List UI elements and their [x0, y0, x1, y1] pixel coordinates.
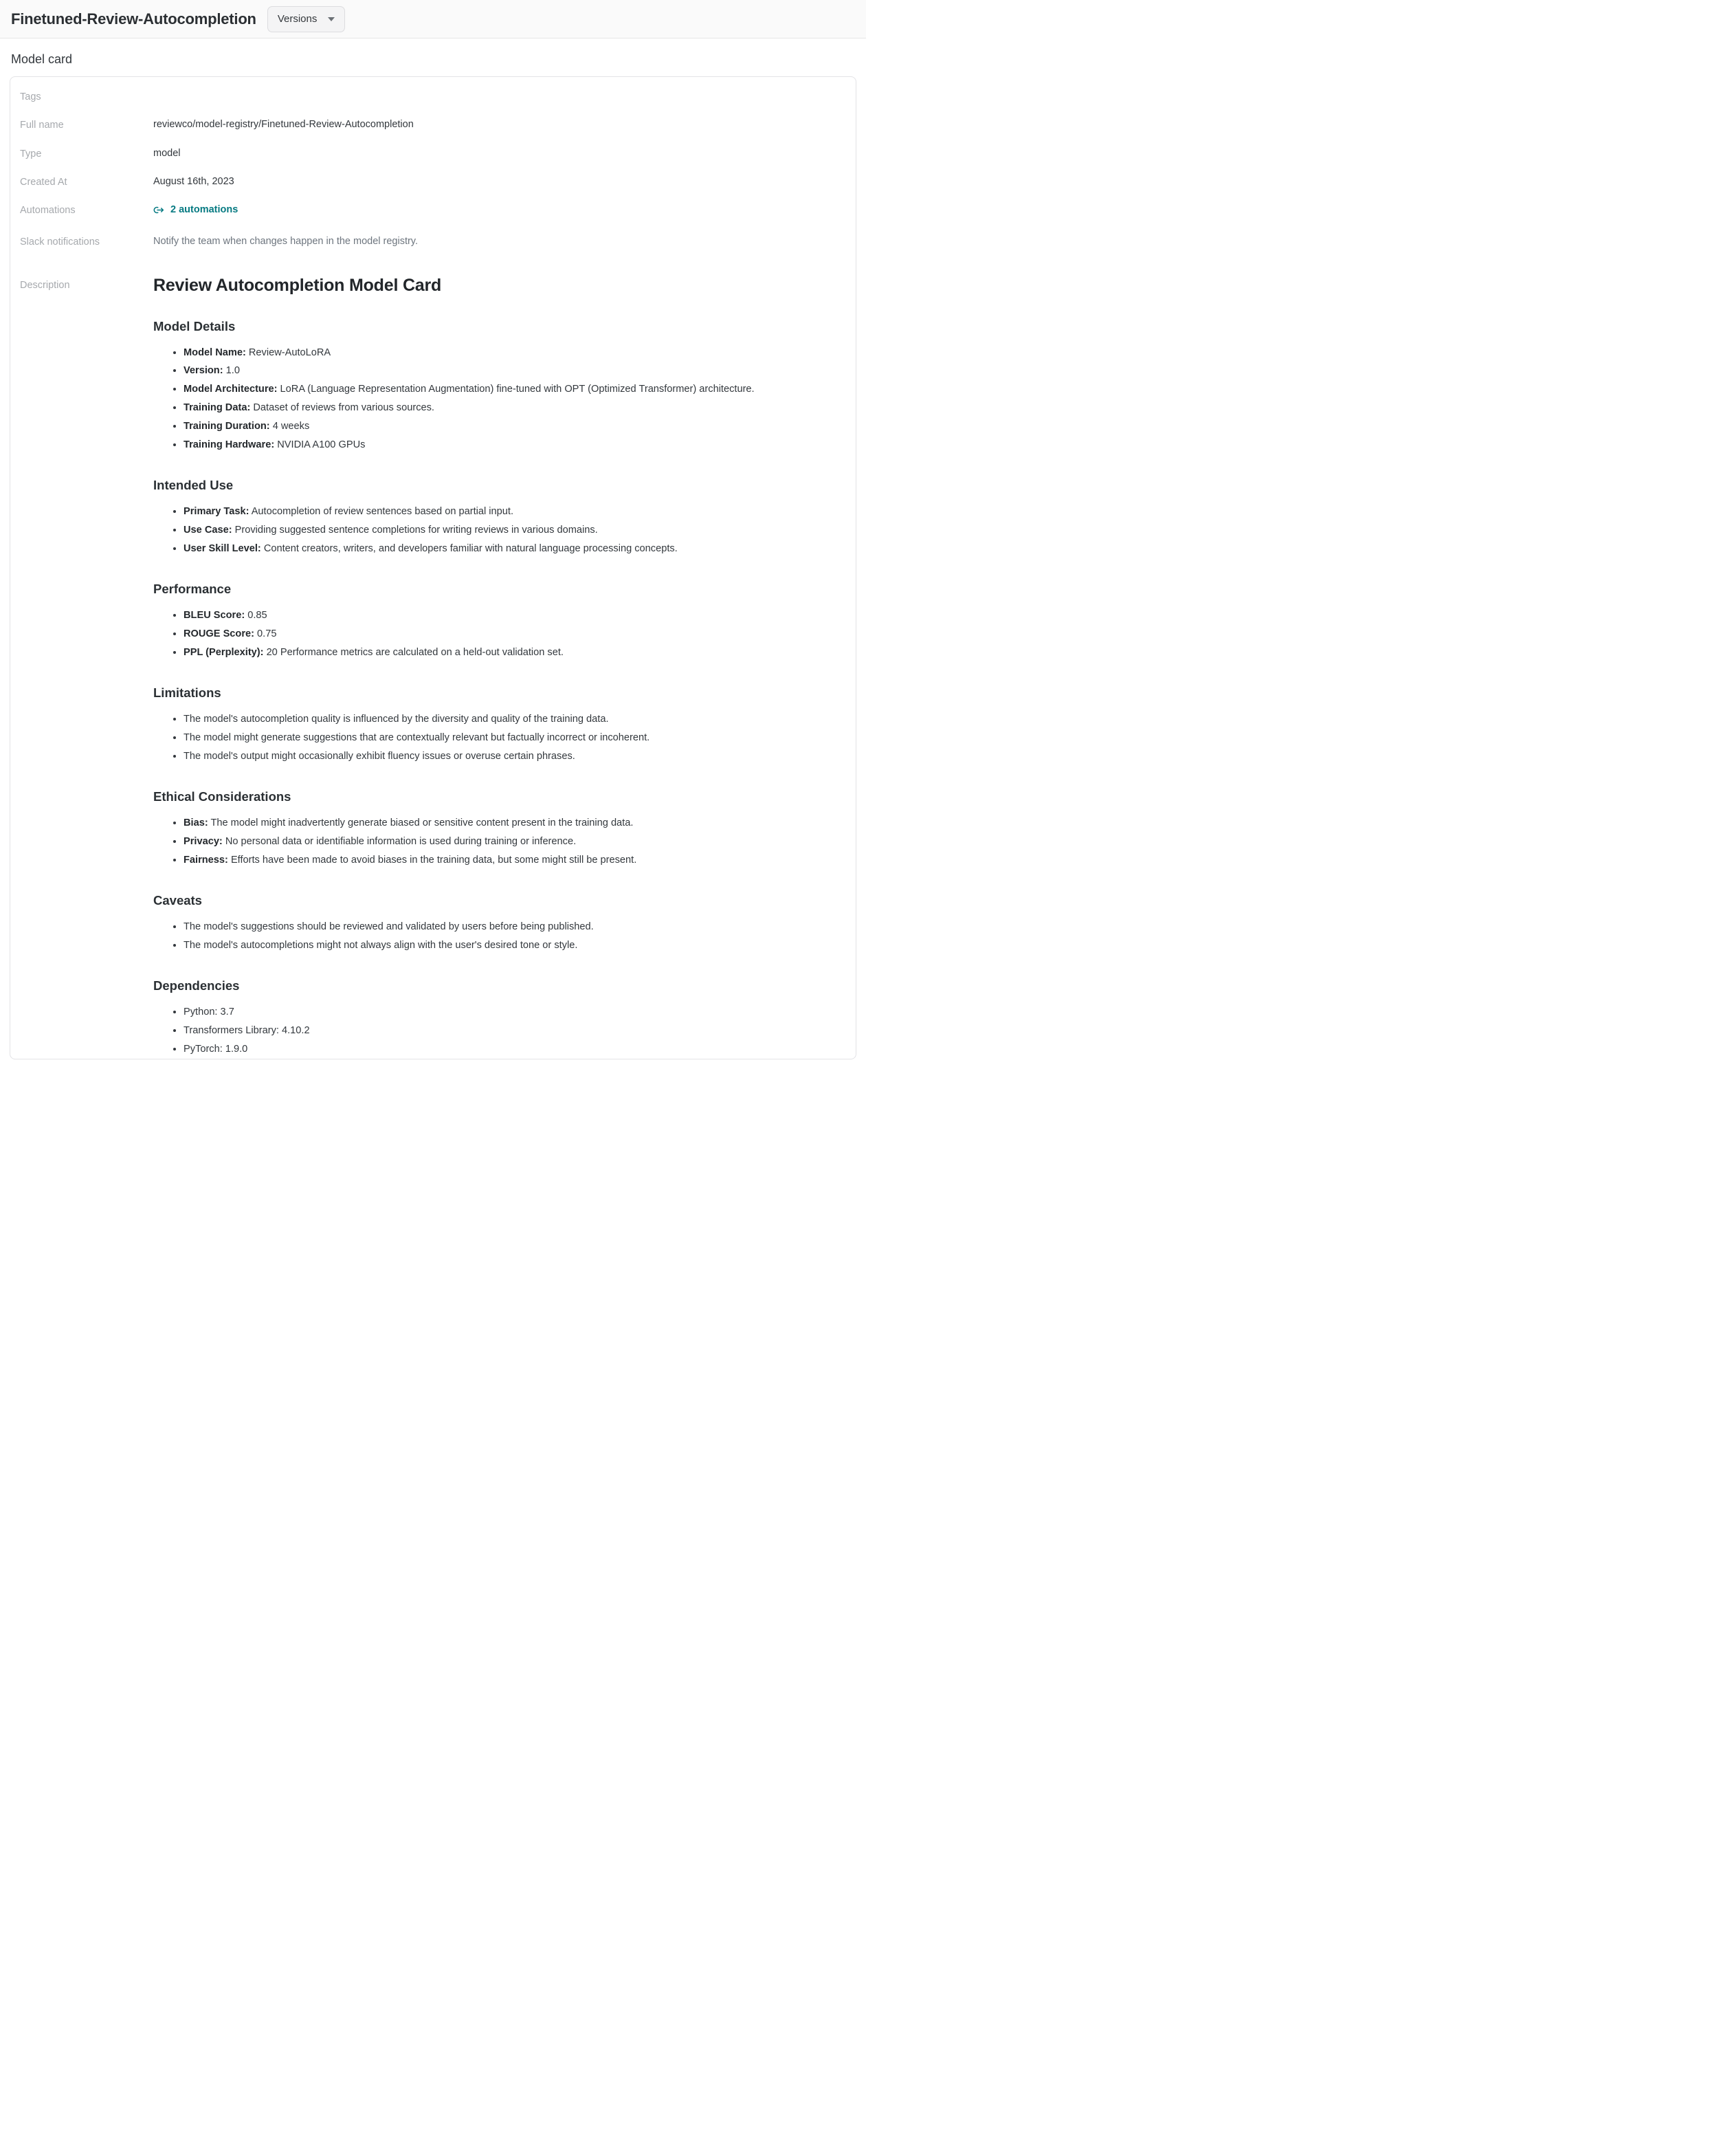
list-item — [184, 521, 827, 540]
list-item-text: Providing suggested sentence completions for writing reviews in various domains. — [232, 525, 598, 536]
list-item — [184, 729, 827, 747]
metadata-value — [153, 89, 846, 102]
versions-button-label: Versions — [277, 13, 318, 25]
versions-dropdown-button[interactable] — [267, 6, 346, 32]
section-heading: Ethical Considerations — [153, 789, 291, 804]
list-item-term: Training Duration: — [184, 421, 270, 432]
list-item-term: ROUGE Score: — [184, 628, 254, 640]
metadata-label: Description — [20, 279, 70, 291]
list-item-term: User Skill Level: — [184, 543, 261, 555]
list-item — [184, 710, 827, 729]
section-heading: Performance — [153, 582, 232, 597]
list-item-term: Use Case: — [184, 525, 232, 536]
section-heading: Dependencies — [153, 978, 240, 993]
list-item — [184, 851, 827, 870]
list-item-text: The model might generate suggestions that are contextually relevant but factually incorrect or incoherent. — [184, 732, 650, 744]
list-item — [184, 503, 827, 521]
list-item-text: 1.0 — [223, 365, 240, 377]
list-item-text: 4 weeks — [269, 421, 310, 432]
metadata-label: Automations — [20, 205, 76, 217]
metadata-row-slack-notifications — [10, 234, 856, 249]
list-item-text: Transformers Library: 4.10.2 — [184, 1025, 310, 1037]
chevron-down-icon — [328, 17, 335, 21]
list-item — [184, 436, 827, 454]
list-item-text: The model's output might occasionally exhibit fluency issues or overuse certain phrases. — [184, 751, 575, 762]
list-item-text: The model's suggestions should be reviewed and validated by users before being published. — [184, 921, 594, 933]
section-list — [153, 503, 827, 558]
list-item — [184, 1040, 827, 1059]
list-item-term: Version: — [184, 365, 223, 377]
list-item — [184, 362, 827, 380]
section-list — [153, 918, 827, 955]
section-list — [153, 606, 827, 662]
list-item-text: Dataset of reviews from various sources. — [250, 402, 434, 414]
list-item — [184, 380, 827, 399]
list-item-text: Python: 3.7 — [184, 1006, 234, 1018]
list-item-text: 0.75 — [254, 628, 277, 640]
description-title: Review Autocompletion Model Card — [153, 275, 442, 295]
metadata-row-automations — [10, 203, 856, 221]
metadata-value: model — [153, 147, 181, 159]
list-item-text: Autocompletion of review sentences based on partial input. — [249, 506, 513, 518]
list-item-text: The model might inadvertently generate biased or sensitive content present in the training data. — [208, 817, 634, 829]
automations-link-label: 2 automations — [170, 204, 238, 216]
metadata-row-created-at — [10, 175, 856, 189]
list-item-text: Efforts have been made to avoid biases in the training data, but some might still be present. — [227, 855, 637, 866]
model-card-panel — [10, 76, 856, 1059]
list-item — [184, 417, 827, 436]
metadata-list — [10, 89, 856, 1059]
model-card-heading: Model card — [11, 52, 73, 66]
section-list — [153, 814, 827, 870]
section-heading: Intended Use — [153, 478, 234, 493]
list-item — [184, 747, 827, 766]
list-item — [184, 936, 827, 955]
list-item-text: LoRA (Language Representation Augmentation) fine-tuned with OPT (Optimized Transformer) architecture. — [277, 384, 755, 395]
page-heading-area — [0, 38, 866, 76]
section-heading: Caveats — [153, 893, 202, 908]
list-item — [184, 833, 827, 851]
list-item-text: PyTorch: 1.9.0 — [184, 1044, 248, 1055]
list-item — [184, 606, 827, 625]
metadata-row-full-name — [10, 118, 856, 132]
list-item-text: Content creators, writers, and developers familiar with natural language processing concepts. — [260, 543, 678, 555]
list-item-term: Model Architecture: — [184, 384, 278, 395]
list-item-term: Primary Task: — [184, 506, 249, 518]
page-title: Finetuned-Review-Autocompletion — [11, 10, 256, 28]
list-item-text: 20 Performance metrics are calculated on a held-out validation set. — [263, 647, 564, 659]
section-list — [153, 1003, 827, 1059]
list-item-term: PPL (Perplexity): — [184, 647, 264, 659]
section-list — [153, 344, 827, 455]
description-markdown — [153, 263, 846, 1059]
list-item-text: The model's autocompletion quality is influenced by the diversity and quality of the training data. — [184, 714, 609, 725]
section-list — [153, 710, 827, 766]
metadata-value: August 16th, 2023 — [153, 175, 234, 187]
metadata-row-tags — [10, 89, 856, 104]
metadata-value: reviewco/model-registry/Finetuned-Review-Autocompletion — [153, 119, 414, 131]
top-bar — [0, 0, 866, 38]
list-item — [184, 918, 827, 936]
section-heading: Model Details — [153, 318, 236, 333]
metadata-label: Created At — [20, 176, 67, 188]
list-item-term: Training Data: — [184, 402, 251, 414]
metadata-label: Type — [20, 148, 42, 160]
metadata-value: Notify the team when changes happen in the model registry. — [153, 236, 419, 248]
list-item — [184, 625, 827, 644]
list-item-term: Training Hardware: — [184, 439, 275, 451]
metadata-value — [153, 203, 846, 221]
list-item — [184, 644, 827, 662]
list-item — [184, 344, 827, 362]
list-item-text: Review-AutoLoRA — [245, 346, 331, 358]
automations-link[interactable] — [153, 203, 238, 217]
list-item — [184, 399, 827, 417]
list-item-text: No personal data or identifiable information is used during training or inference. — [222, 836, 577, 848]
list-item-text: NVIDIA A100 GPUs — [274, 439, 366, 451]
list-item — [184, 814, 827, 833]
automation-arrow-icon — [153, 204, 165, 216]
list-item — [184, 1022, 827, 1040]
metadata-row-type — [10, 146, 856, 161]
list-item — [184, 540, 827, 558]
metadata-label: Slack notifications — [20, 236, 100, 248]
metadata-label: Tags — [20, 91, 41, 102]
list-item-text: The model's autocompletions might not always align with the user's desired tone or style. — [184, 940, 578, 952]
list-item-term: Bias: — [184, 817, 208, 829]
section-heading: Limitations — [153, 685, 221, 701]
list-item-term: Fairness: — [184, 855, 228, 866]
metadata-row-description — [10, 263, 856, 1059]
list-item-term: BLEU Score: — [184, 610, 245, 622]
metadata-label: Full name — [20, 120, 64, 131]
list-item — [184, 1003, 827, 1022]
list-item-term: Privacy: — [184, 836, 223, 848]
list-item-term: Model Name: — [184, 346, 246, 358]
list-item-text: 0.85 — [245, 610, 267, 622]
